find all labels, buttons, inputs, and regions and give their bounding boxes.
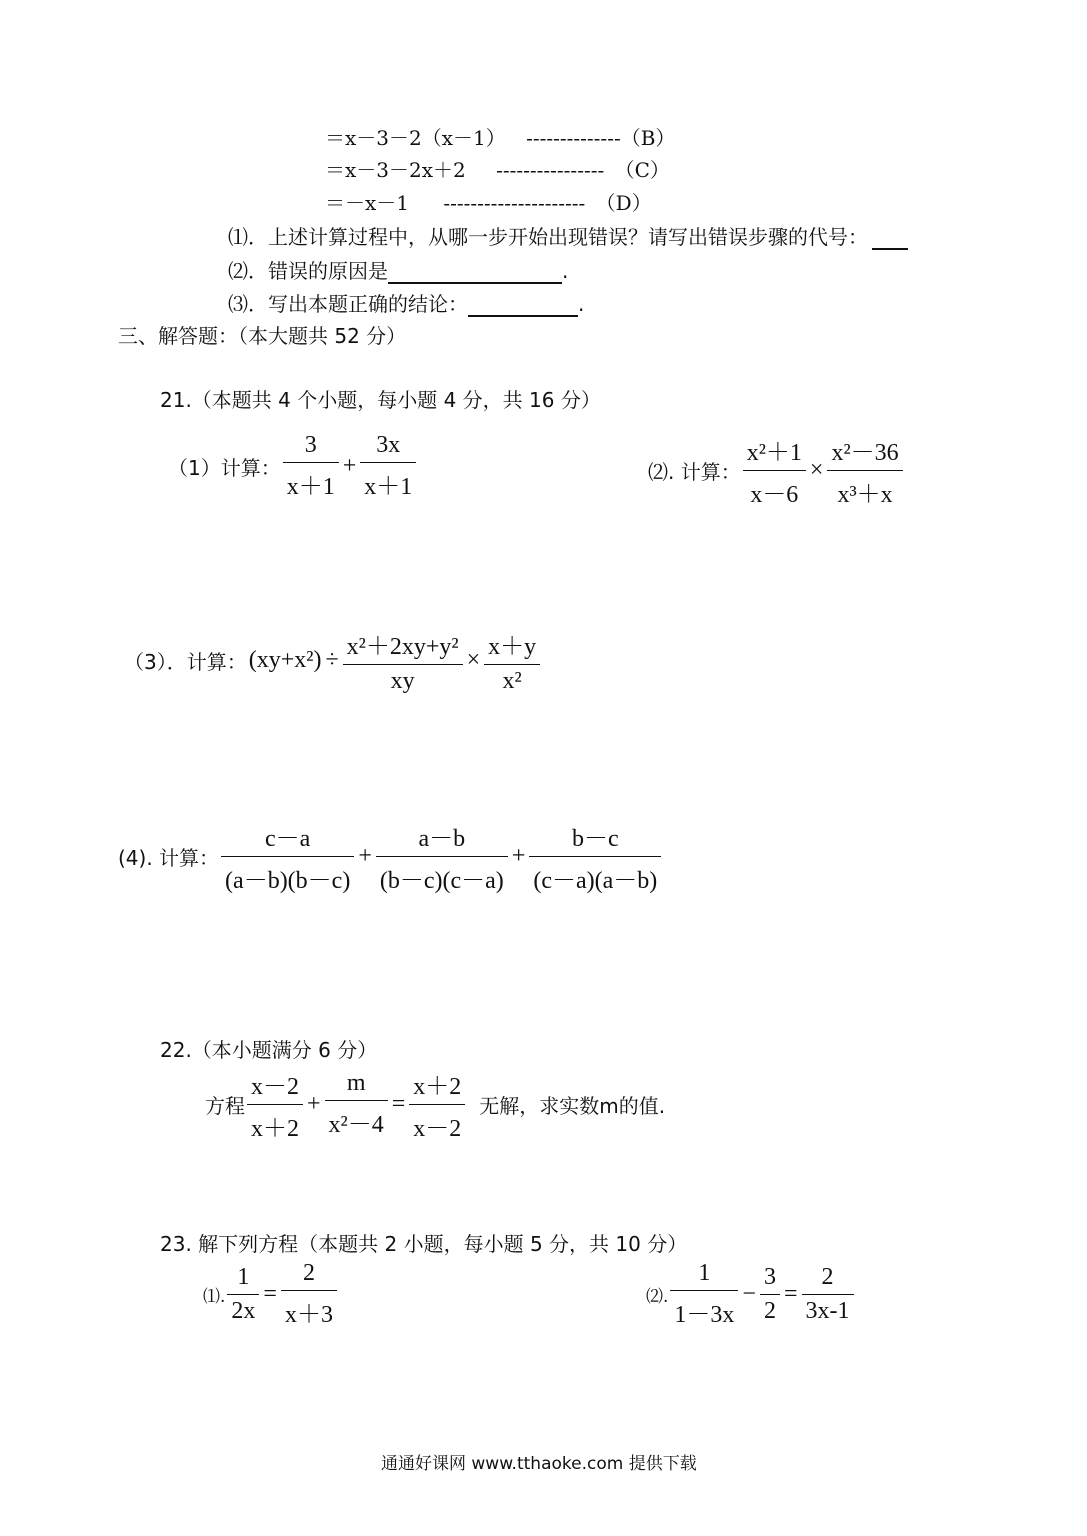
q20-part2-number: ⑵ [228, 259, 248, 283]
q23-part2-fraction-1 [670, 1260, 738, 1329]
parenthesized-term: (xy+x²) [248, 647, 322, 673]
q21-part4-fraction-1 [221, 818, 354, 895]
denominator: x² [484, 664, 540, 695]
step-d-tag: （D） [595, 191, 652, 215]
q21-part4-fraction-3 [529, 818, 661, 895]
numerator: x²＋1 [746, 440, 802, 466]
numerator: x＋y [488, 634, 537, 660]
q22-header: 22.（本小题满分 6 分） [160, 1038, 378, 1062]
step-c-dashes: ---------------- [496, 158, 605, 182]
step-c-expr: ＝x－3－2x＋2 [325, 158, 466, 182]
q21-part3-fraction-2 [484, 626, 540, 695]
times-operator: × [466, 647, 481, 673]
q21-part1-fraction-1 [283, 432, 339, 501]
numerator: 3x [376, 432, 401, 458]
step-b-dashes: -------------- [526, 126, 621, 150]
q21-part3 [124, 626, 542, 695]
q21-part4-label: (4). 计算： [118, 846, 220, 870]
q20-answer-blank-1[interactable] [872, 228, 908, 250]
q22-prefix: 方程 [205, 1094, 245, 1118]
q20-answer-blank-2[interactable] [388, 262, 562, 284]
denominator: x－6 [743, 470, 806, 509]
q20-part1 [228, 221, 908, 250]
step-c [325, 154, 670, 183]
q21-part2-label: ⑵. 计算： [648, 460, 741, 484]
numerator: 3 [304, 432, 317, 458]
q22-suffix: 无解，求实数m的值. [479, 1094, 666, 1118]
denominator: x³＋x [827, 470, 902, 509]
q22-fraction-2 [325, 1070, 388, 1139]
q23-part1-fraction-2 [281, 1260, 337, 1329]
equals-sign: = [783, 1281, 798, 1307]
q21-part4 [118, 818, 663, 895]
denominator: (b－c)(c－a) [376, 856, 508, 895]
q22-fraction-3 [409, 1066, 465, 1143]
q20-part2 [228, 255, 568, 284]
denominator: (c－a)(a－b) [529, 856, 661, 895]
q21-header: 21.（本题共 4 个小题，每小题 4 分，共 16 分） [160, 388, 601, 412]
numerator: m [346, 1070, 366, 1096]
denominator: x－2 [409, 1104, 465, 1143]
step-c-tag: （C） [614, 158, 670, 182]
denominator: 1－3x [670, 1290, 738, 1329]
denominator: x＋3 [281, 1290, 337, 1329]
numerator: 1 [237, 1264, 250, 1290]
q20-part1-text: ．上述计算过程中，从哪一步开始出现错误？请写出错误步骤的代号： [248, 225, 868, 249]
q21-part4-fraction-2 [376, 818, 508, 895]
q21-part3-fraction-1 [343, 626, 463, 695]
q23-part1 [203, 1260, 339, 1329]
step-b-expr: ＝x－3－2（x－1） [325, 126, 506, 150]
plus-operator: + [511, 843, 526, 869]
q23-part1-label: ⑴. [203, 1287, 226, 1307]
denominator: x＋1 [360, 462, 416, 501]
q21-part1-fraction-2 [360, 432, 416, 501]
numerator: c－a [265, 826, 311, 852]
q20-part2-text: ．错误的原因是 [248, 259, 388, 283]
step-b-tag: （B） [620, 126, 676, 150]
denominator: (a－b)(b－c) [221, 856, 354, 895]
denominator: x²－4 [325, 1100, 388, 1139]
numerator: x－2 [251, 1074, 299, 1100]
q21-part3-label: （3）．计算： [124, 650, 247, 674]
denominator: 3x-1 [802, 1294, 854, 1325]
q20-part3 [228, 288, 584, 317]
minus-operator: − [742, 1281, 756, 1307]
q23-part2-fraction-3 [802, 1264, 854, 1325]
times-operator: × [809, 457, 824, 483]
q21-part2 [648, 432, 905, 509]
denominator: x＋1 [283, 462, 339, 501]
q20-part3-number: ⑶ [228, 292, 248, 316]
denominator: 2 [760, 1294, 780, 1325]
q23-part2-fraction-2 [760, 1264, 780, 1325]
divide-operator: ÷ [325, 647, 339, 673]
numerator: b－c [572, 826, 619, 852]
q20-part3-period: . [578, 292, 585, 316]
numerator: 3 [763, 1264, 776, 1290]
numerator: a－b [418, 826, 466, 852]
step-d [325, 187, 652, 216]
plus-operator: + [358, 843, 372, 869]
numerator: 1 [698, 1260, 711, 1286]
plus-operator: + [342, 453, 357, 479]
equals-sign: = [263, 1281, 277, 1307]
q21-part2-fraction-2 [827, 432, 902, 509]
q20-answer-blank-3[interactable] [468, 295, 578, 317]
page-footer: 通通好课网 www.tthaoke.com 提供下载 [381, 1454, 697, 1474]
denominator: x＋2 [247, 1104, 303, 1143]
numerator: x²－36 [831, 440, 899, 466]
q20-part1-number: ⑴ [228, 225, 248, 249]
numerator: 2 [821, 1264, 834, 1290]
section-3-title: 三、解答题：（本大题共 52 分） [118, 324, 407, 348]
q23-part2 [646, 1260, 856, 1329]
numerator: 2 [302, 1260, 315, 1286]
step-d-dashes: --------------------- [443, 191, 586, 215]
plus-operator: + [307, 1091, 321, 1117]
q23-part2-label: ⑵. [646, 1287, 669, 1307]
numerator: x²＋2xy+y² [346, 634, 459, 660]
step-b [325, 122, 675, 151]
numerator: x＋2 [413, 1074, 462, 1100]
denominator: 2x [227, 1294, 259, 1325]
q23-header: 23. 解下列方程（本题共 2 小题，每小题 5 分，共 10 分） [160, 1232, 688, 1256]
step-d-expr: ＝－x－1 [325, 191, 410, 215]
denominator: xy [343, 664, 463, 695]
q21-part1 [168, 432, 418, 501]
q20-part3-text: ．写出本题正确的结论： [248, 292, 468, 316]
q22-equation [205, 1066, 665, 1143]
q20-part2-period: . [562, 259, 569, 283]
q21-part2-fraction-1 [743, 432, 806, 509]
q21-part1-label: （1）计算： [168, 456, 281, 480]
q23-part1-fraction-1 [227, 1264, 259, 1325]
q22-fraction-1 [247, 1066, 303, 1143]
equals-sign: = [391, 1091, 406, 1117]
